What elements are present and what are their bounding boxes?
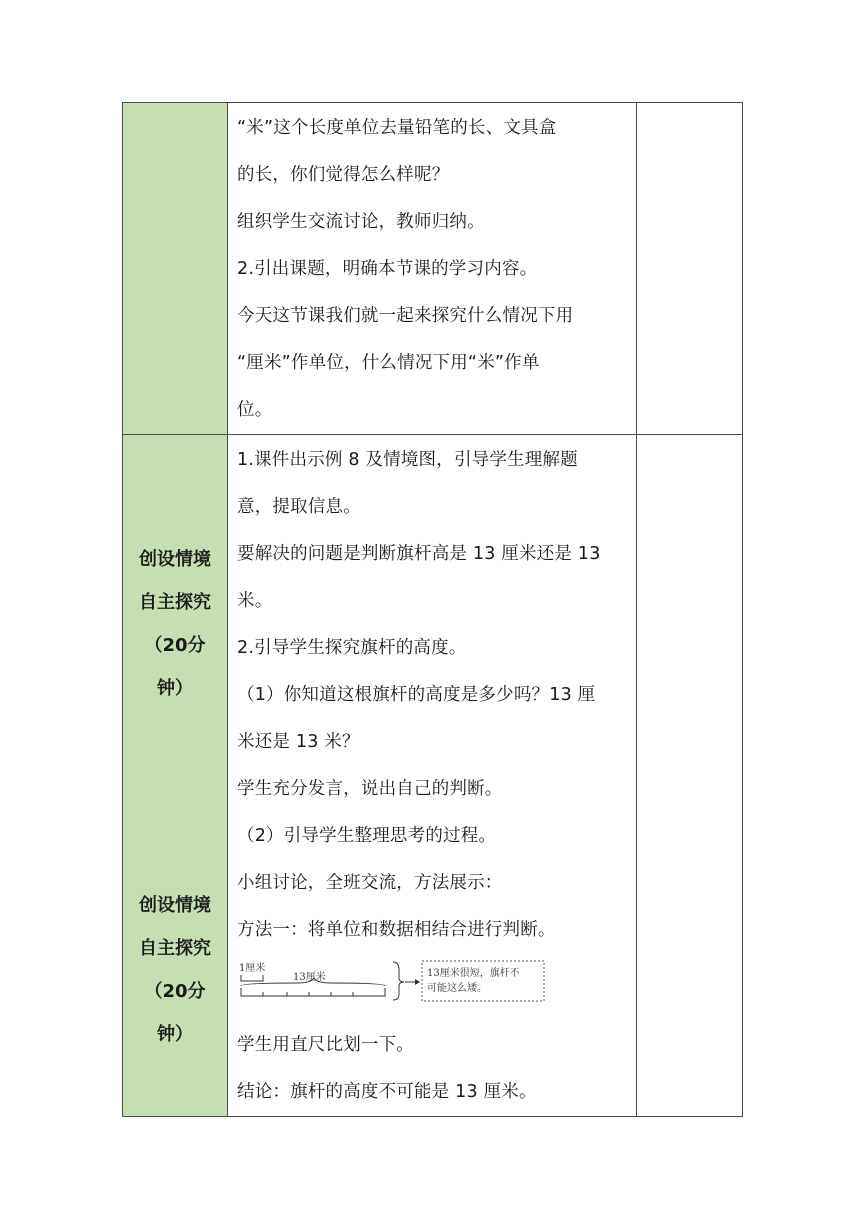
phase-label [123, 884, 227, 1056]
text-line: 学生充分发言，说出自己的判断。 [237, 779, 503, 799]
label-1cm: 1厘米 [239, 963, 266, 974]
content-cell [228, 103, 637, 435]
table-row [123, 435, 743, 1117]
text-line: 位。 [237, 400, 273, 420]
text-line: 米还是 13 米？ [237, 732, 360, 752]
lesson-table [122, 102, 743, 1117]
text-line: 结论：旗杆的高度不可能是 13 厘米。 [237, 1082, 537, 1102]
text-line: 米。 [237, 591, 273, 611]
text-line: 小组讨论，全班交流，方法展示： [237, 873, 503, 893]
text-line: 方法一：将单位和数据相结合进行判断。 [237, 920, 556, 940]
text-line: 要解决的问题是判断旗杆高是 13 厘米还是 13 [237, 544, 601, 564]
phase-line: 创设情境 [139, 549, 211, 570]
text-line: 今天这节课我们就一起来探究什么情况下用 [237, 306, 574, 326]
phase-line: 钟） [157, 1024, 193, 1045]
text-line: “米”这个长度单位去量铅笔的长、文具盒 [237, 118, 557, 138]
text-line: “厘米”作单位，什么情况下用“米”作单 [237, 353, 540, 373]
content-cell [228, 435, 637, 1117]
ruler-ticks [263, 992, 353, 996]
text-line: 2.引导学生探究旗杆的高度。 [237, 638, 467, 658]
phase-line: （20分 [144, 981, 206, 1002]
text-line: （1）你知道这根旗杆的高度是多少吗？13 厘 [237, 685, 596, 705]
box-text-line1: 13厘米很短，旗杆不 [427, 968, 520, 979]
phase-cell [123, 103, 228, 435]
text-line: 组织学生交流讨论，教师归纳。 [237, 212, 485, 232]
ruler-diagram-graphic [237, 956, 557, 1018]
notes-cell [637, 103, 743, 435]
ruler-diagram [237, 954, 628, 1022]
phase-line: 自主探究 [139, 592, 211, 613]
text-line: 2.引出课题，明确本节课的学习内容。 [237, 259, 538, 279]
text-line: 的长，你们觉得怎么样呢？ [237, 165, 450, 185]
table-row [123, 103, 743, 435]
phase-line: 自主探究 [139, 938, 211, 959]
conclusion-box [422, 961, 544, 1001]
notes-cell [637, 435, 743, 1117]
bracket-1cm [241, 975, 263, 981]
text-line: 意，提取信息。 [237, 497, 361, 517]
phase-line: 钟） [157, 678, 193, 699]
label-13cm: 13厘米 [293, 972, 326, 983]
phase-label [123, 538, 227, 710]
phase-line: （20分 [144, 635, 206, 656]
right-brace [393, 962, 404, 1000]
text-line: （2）引导学生整理思考的过程。 [237, 826, 497, 846]
arrow-head-icon [415, 979, 420, 985]
text-line: 1.课件出示例 8 及情境图，引导学生理解题 [237, 450, 578, 470]
phase-line: 创设情境 [139, 895, 211, 916]
text-line: 学生用直尺比划一下。 [237, 1035, 414, 1055]
box-text-line2: 可能这么矮。 [427, 983, 487, 994]
phase-cell [123, 435, 228, 1117]
